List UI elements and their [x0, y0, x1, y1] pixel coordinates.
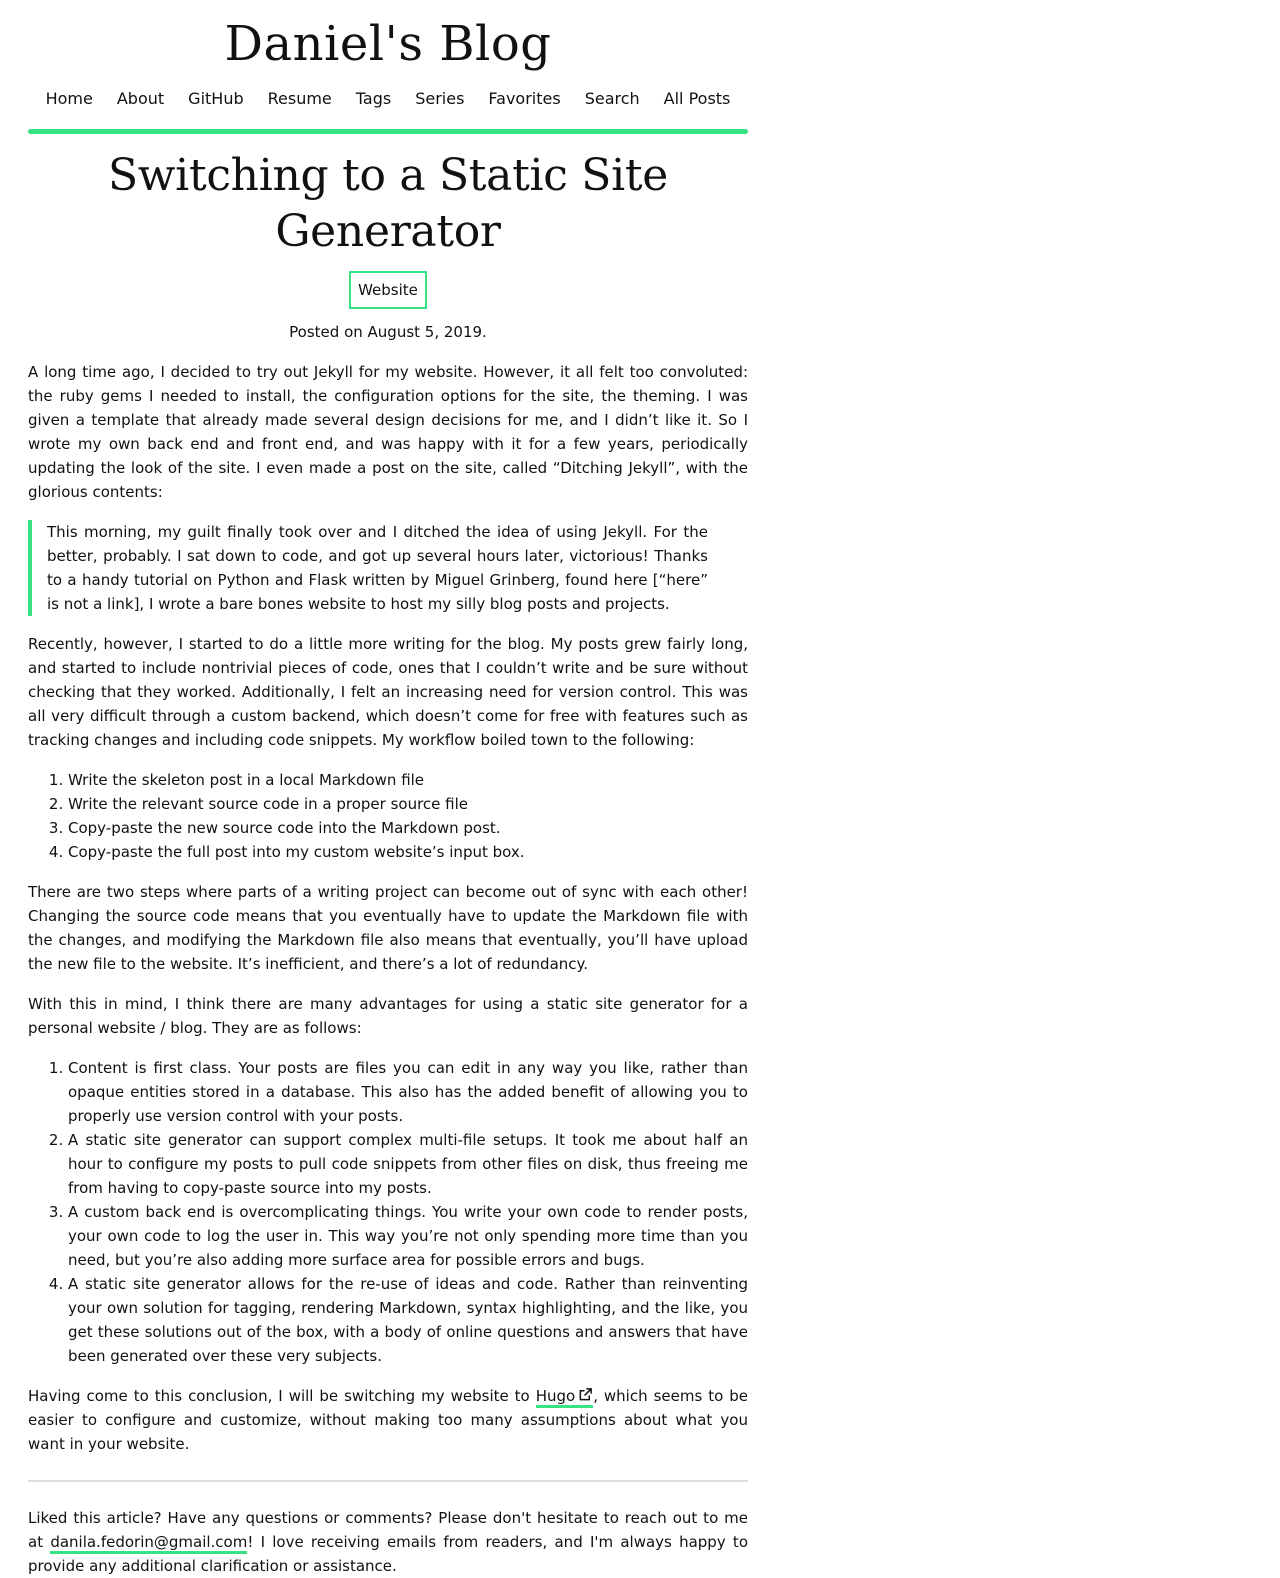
hugo-link-label: Hugo	[535, 1387, 576, 1405]
conclusion-text-before: Having come to this conclusion, I will be switching my website to	[28, 1387, 536, 1405]
list-item: 2. A static site generator can support complex multi-file setups. It took me about half an hour to configure my posts to pull code snippets from other files on disk, thus freeing me from having to copy-paste source into my posts.	[68, 1128, 748, 1200]
header-divider	[28, 129, 748, 134]
list-item: 3. A custom back end is overcomplicating things. You write your own code to render posts, your own code to log the user in. This way you’re not only spending more time than you need, but you’re also adding more surface area for possible errors and bugs.	[68, 1200, 748, 1272]
paragraph-workflow: Recently, however, I started to do a little more writing for the blog. My posts grew fairly long, and started to include nontrivial pieces of code, ones that I couldn’t write and be sure without checking that they worked. Additionally, I felt an increasing need for version control. This was all very difficult through a custom backend, which doesn’t come for free with features such as tracking changes and including code snippets. My workflow boiled town to the following:	[28, 635, 748, 749]
blockquote	[28, 520, 748, 616]
nav-all-posts[interactable]: All Posts	[663, 88, 731, 108]
external-link-icon	[578, 1387, 593, 1402]
paragraph-advantages-intro: With this in mind, I think there are many advantages for using a static site generator for a personal website / blog. They are as follows:	[28, 995, 748, 1037]
nav-tags[interactable]: Tags	[355, 88, 392, 108]
nav-resume[interactable]: Resume	[267, 88, 332, 108]
nav-favorites[interactable]: Favorites	[488, 88, 561, 108]
main-nav	[28, 86, 748, 110]
list-item: 1. Content is first class. Your posts are files you can edit in any way you like, rather than opaque entities stored in a database. This also has the added benefit of allowing you to properly use version control with your posts.	[68, 1056, 748, 1128]
workflow-list	[28, 768, 748, 864]
nav-home[interactable]: Home	[45, 88, 93, 108]
site-title[interactable]: Daniel's Blog	[224, 16, 552, 72]
list-item: 3. Copy-paste the new source code into the Markdown post.	[68, 816, 748, 840]
post-date: Posted on August 5, 2019.	[289, 323, 487, 341]
list-item: 2. Write the relevant source code in a proper source file	[68, 792, 748, 816]
paragraph-conclusion	[28, 1384, 748, 1456]
list-item: 1. Write the skeleton post in a local Markdown file	[68, 768, 748, 792]
nav-github[interactable]: GitHub	[188, 88, 244, 108]
footer-text-before: Liked this article? Have any questions or comments? Please don't hesitate to reach out to me at	[28, 1509, 748, 1551]
paragraph-intro: A long time ago, I decided to try out Jekyll for my website. However, it all felt too convoluted: the ruby gems I needed to install, the configuration options for the site, the theming. I was given a template that already made several design decisions for me, and I didn’t like it. So I wrote my own back end and front end, and was happy with it for a few years, periodically updating the look of the site. I even made a post on the site, called “Ditching Jekyll”, with the glorious contents:	[28, 363, 748, 501]
blockquote-text: This morning, my guilt finally took over and I ditched the idea of using Jekyll. For the better, probably. I sat down to code, and got up several hours later, victorious! Thanks to a handy tutorial on Python and Flask written by Miguel Grinberg, found here [“here” is not a link], I wrote a bare bones website to host my silly blog posts and projects.	[47, 523, 708, 613]
list-item: 4. Copy-paste the full post into my custom website’s input box.	[68, 840, 748, 864]
tag-website[interactable]: Website	[349, 271, 427, 309]
footer-text-after: ! I love receiving emails from readers, and I'm always happy to provide any additional clarification or assistance.	[28, 1533, 748, 1575]
tag-list	[28, 271, 748, 309]
email-link[interactable]: danila.fedorin@gmail.com	[50, 1533, 247, 1554]
nav-about[interactable]: About	[116, 88, 165, 108]
list-item: 4. A static site generator allows for the re-use of ideas and code. Rather than reinventing your own solution for tagging, rendering Markdown, syntax highlighting, and the like, you get these solutions out of the box, with a body of online questions and answers that have been generated over these very subjects.	[68, 1272, 748, 1368]
footer-divider	[28, 1480, 748, 1482]
footer-contact	[28, 1506, 748, 1578]
nav-search[interactable]: Search	[584, 88, 640, 108]
advantages-list	[28, 1056, 748, 1368]
hugo-link[interactable]	[536, 1387, 594, 1408]
post-title: Switching to a Static Site Generator	[107, 150, 669, 257]
page-container	[28, 0, 748, 1578]
nav-series[interactable]: Series	[415, 88, 465, 108]
conclusion-text-after: , which seems to be easier to configure and customize, without making too many assumptions about what you want in your website.	[28, 1387, 748, 1453]
paragraph-sync: There are two steps where parts of a writing project can become out of sync with each other! Changing the source code means that you eventually have to update the Markdown file with the changes, and modifying the Markdown file also means that eventually, you’ll have upload the new file to the website. It’s inefficient, and there’s a lot of redundancy.	[28, 883, 748, 973]
